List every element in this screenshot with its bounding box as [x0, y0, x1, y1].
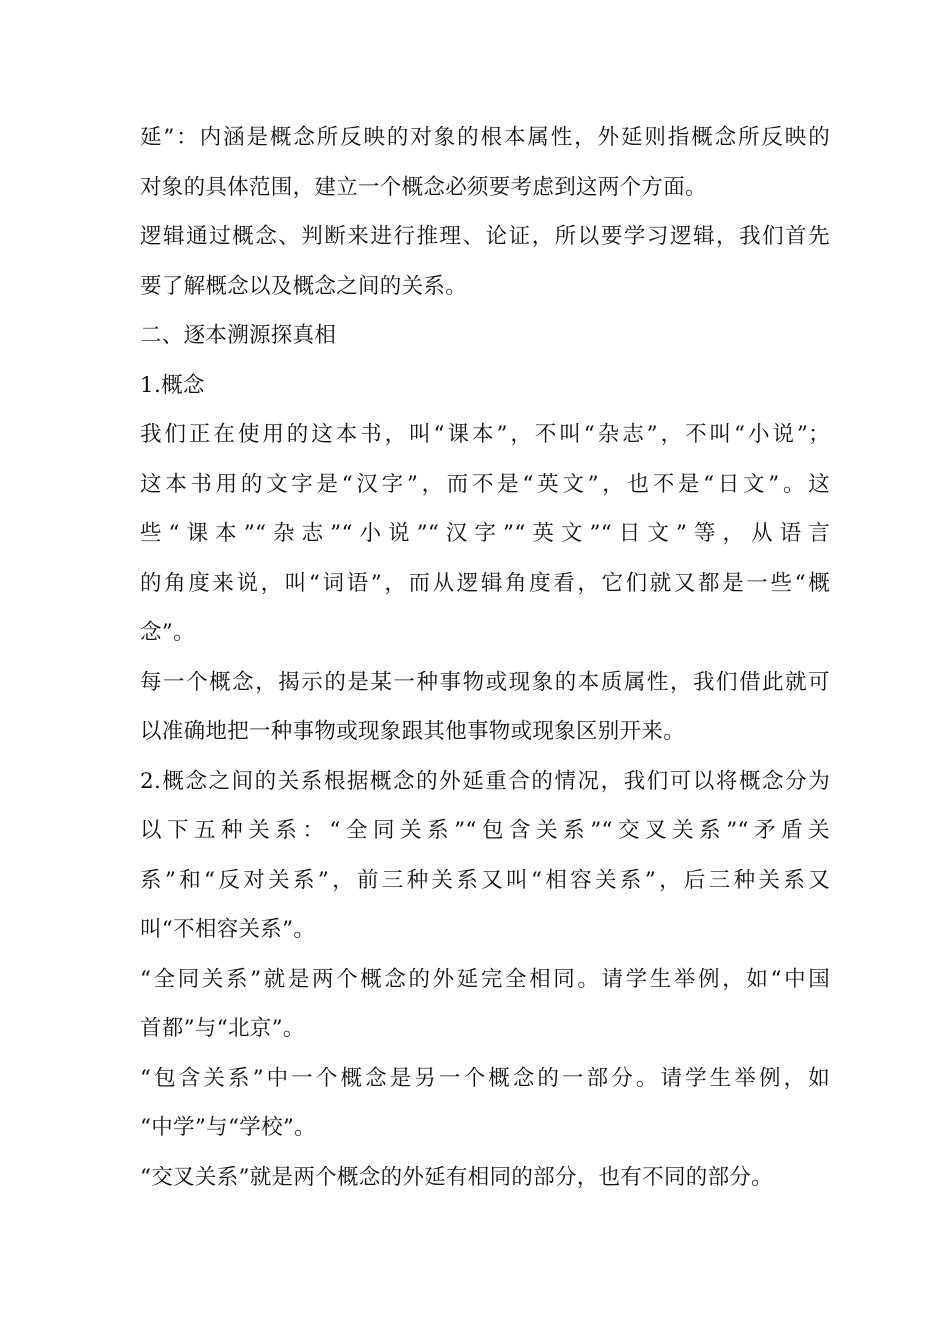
text-line: 的角度来说，叫“词语”，而从逻辑角度看，它们就又都是一些“概 — [140, 570, 830, 596]
text-line: 逻辑通过概念、判断来进行推理、论证，所以要学习逻辑，我们首先 — [140, 224, 830, 249]
text-line: 以下五种关系：“全同关系”“包含关系”“交叉关系”“矛盾关 — [140, 818, 830, 843]
section-heading: 二、逐本溯源探真相 — [140, 323, 337, 348]
text-line: 这本书用的文字是“汉字”，而不是“英文”，也不是“日文”。这 — [140, 471, 830, 497]
subsection-heading: 1.概念 — [140, 372, 205, 398]
document-body — [140, 113, 830, 1202]
text-line: 对象的具体范围，建立一个概念必须要考虑到这两个方面。 — [140, 174, 707, 200]
text-line: 首都”与“北京”。 — [140, 1016, 305, 1041]
text-line: “交叉关系”就是两个概念的外延有相同的部分，也有不同的部分。 — [140, 1164, 773, 1190]
text-line: 2.概念之间的关系根据概念的外延重合的情况，我们可以将概念分为 — [140, 768, 830, 794]
text-line: 延”：内涵是概念所反映的对象的根本属性，外延则指概念所反映的 — [140, 125, 830, 150]
text-line: “全同关系”就是两个概念的外延完全相同。请学生举例，如“中国 — [140, 966, 830, 992]
text-line: 以准确地把一种事物或现象跟其他事物或现象区别开来。 — [140, 719, 686, 744]
text-line: “包含关系”中一个概念是另一个概念的一部分。请学生举例，如 — [140, 1065, 830, 1091]
text-line: “中学”与“学校”。 — [140, 1115, 316, 1140]
text-line: 叫“不相容关系”。 — [140, 917, 316, 942]
text-line: 每一个概念，揭示的是某一种事物或现象的本质属性，我们借此就可 — [140, 669, 830, 695]
text-line: 念”。 — [140, 620, 195, 645]
text-line: 系”和“反对关系”，前三种关系又叫“相容关系”，后三种关系又 — [140, 867, 830, 893]
text-line: 些“课本”“杂志”“小说”“汉字”“英文”“日文”等，从语言 — [140, 521, 830, 546]
text-line: 我们正在使用的这本书，叫“课本”，不叫“杂志”，不叫“小说”； — [140, 422, 830, 447]
text-line: 要了解概念以及概念之间的关系。 — [140, 273, 468, 299]
